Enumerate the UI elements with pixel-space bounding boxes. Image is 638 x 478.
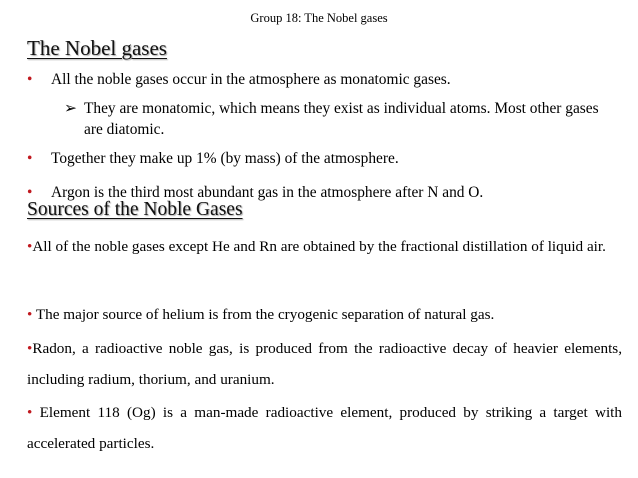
bullet-dot: • — [27, 71, 33, 88]
paragraph-text: Radon, a radioactive noble gas, is produced from the radioactive decay of heavier elements, including radium, thorium, and uranium. — [27, 340, 622, 388]
section-title-noble-gases: The Nobel gases — [27, 36, 167, 60]
sub-bullet-text: They are monatomic, which means they exist as individual atoms. Most other gases are diatomic. — [84, 100, 599, 138]
bullet-text: Argon is the third most abundant gas in the atmosphere after N and O. — [51, 184, 484, 201]
bullet-dot: • — [27, 238, 33, 255]
bullet-text: All the noble gases occur in the atmosphere as monatomic gases. — [51, 71, 451, 88]
arrow-bullet-icon: ➢ — [64, 100, 77, 117]
bullet-dot: • — [27, 150, 33, 167]
bullet-dot: • — [27, 340, 33, 357]
paragraph-text: All of the noble gases except He and Rn are obtained by the fractional distillation of liquid air. — [32, 238, 606, 255]
bullet-item — [27, 148, 399, 169]
sub-bullet-item — [64, 98, 604, 140]
bullet-dot: • — [27, 404, 33, 421]
paragraph-text: The major source of helium is from the cryogenic separation of natural gas. — [32, 306, 495, 323]
paragraph — [27, 397, 622, 459]
paragraph-text: Element 118 (Og) is a man-made radioactive element, produced by striking a target with accelerated particles. — [27, 404, 622, 452]
paragraph — [27, 299, 622, 330]
bullet-dot: • — [27, 306, 33, 323]
paragraph — [27, 333, 622, 395]
bullet-text: Together they make up 1% (by mass) of the atmosphere. — [51, 150, 399, 167]
slide-header: Group 18: The Nobel gases — [250, 11, 388, 25]
paragraph — [27, 231, 622, 262]
section-title-sources: Sources of the Noble Gases — [27, 199, 243, 220]
bullet-dot: • — [27, 184, 33, 201]
bullet-item — [27, 69, 451, 90]
